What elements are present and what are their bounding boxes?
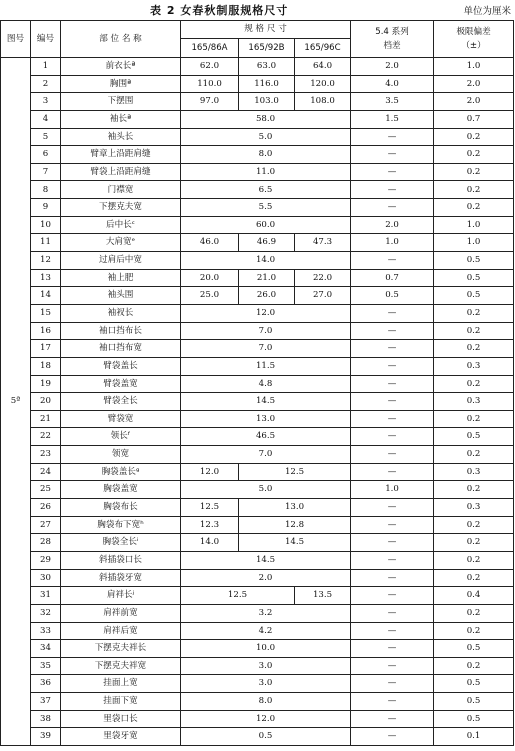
part-name: 斜插袋口长: [61, 551, 181, 569]
tolerance-value: 0.2: [434, 128, 514, 146]
part-name: 领宽: [61, 446, 181, 464]
tolerance-value: 0.2: [434, 604, 514, 622]
tolerance-value: 0.3: [434, 357, 514, 375]
grade-value: —: [351, 604, 434, 622]
size-value: 12.3: [181, 516, 239, 534]
size-value: 8.0: [181, 693, 351, 711]
row-number: 1: [31, 58, 61, 76]
part-name: 胸袋盖宽: [61, 481, 181, 499]
size-value: 11.5: [181, 357, 351, 375]
size-value: 5.0: [181, 481, 351, 499]
row-number: 3: [31, 93, 61, 111]
part-name: 斜插袋牙宽: [61, 569, 181, 587]
row-number: 24: [31, 463, 61, 481]
row-number: 27: [31, 516, 61, 534]
grade-value: —: [351, 199, 434, 217]
size-value: 110.0: [181, 75, 239, 93]
row-number: 4: [31, 110, 61, 128]
size-value: 46.5: [181, 428, 351, 446]
table-row: [1, 269, 514, 287]
table-row: [1, 234, 514, 252]
table-row: [1, 93, 514, 111]
tolerance-value: 0.2: [434, 322, 514, 340]
tolerance-value: 0.1: [434, 728, 514, 746]
table-row: [1, 710, 514, 728]
tolerance-value: 0.2: [434, 446, 514, 464]
grade-value: —: [351, 551, 434, 569]
spec-table: [0, 20, 514, 746]
tolerance-value: 0.2: [434, 551, 514, 569]
tolerance-value: 0.2: [434, 146, 514, 164]
size-value: 11.0: [181, 163, 351, 181]
part-name: 袖长ª: [61, 110, 181, 128]
header-tolerance: 极限偏差 （±）: [434, 21, 514, 58]
table-row: [1, 357, 514, 375]
tolerance-value: 0.2: [434, 181, 514, 199]
tolerance-value: 0.2: [434, 410, 514, 428]
size-value: 2.0: [181, 569, 351, 587]
table-row: [1, 551, 514, 569]
header-size-2: 165/92B: [239, 39, 295, 58]
table-row: [1, 622, 514, 640]
grade-value: 1.5: [351, 110, 434, 128]
part-name: 臂袋盖宽: [61, 375, 181, 393]
part-name: 里袋口长: [61, 710, 181, 728]
table-row: [1, 446, 514, 464]
size-value: 4.8: [181, 375, 351, 393]
grade-value: —: [351, 375, 434, 393]
header-grade: 5.4 系列 档差: [351, 21, 434, 58]
part-name: 下摆克夫袢宽: [61, 657, 181, 675]
size-value: 14.5: [181, 551, 351, 569]
table-row: [1, 199, 514, 217]
grade-value: 1.0: [351, 234, 434, 252]
grade-value: 0.7: [351, 269, 434, 287]
part-name: 挂面上宽: [61, 675, 181, 693]
row-number: 37: [31, 693, 61, 711]
size-value: 116.0: [239, 75, 295, 93]
row-number: 26: [31, 499, 61, 517]
grade-value: —: [351, 622, 434, 640]
part-name: 臂袋宽: [61, 410, 181, 428]
tolerance-value: 0.2: [434, 163, 514, 181]
table-row: [1, 163, 514, 181]
table-row: [1, 287, 514, 305]
grade-value: —: [351, 128, 434, 146]
grade-value: —: [351, 357, 434, 375]
part-name: 下摆克夫袢长: [61, 640, 181, 658]
header-part-name: 部 位 名 称: [61, 21, 181, 58]
size-value: 12.0: [181, 463, 239, 481]
size-value: 3.2: [181, 604, 351, 622]
table-row: [1, 481, 514, 499]
row-number: 31: [31, 587, 61, 605]
row-number: 22: [31, 428, 61, 446]
part-name: 门襟宽: [61, 181, 181, 199]
tolerance-value: 0.5: [434, 710, 514, 728]
tolerance-value: 0.7: [434, 110, 514, 128]
row-number: 19: [31, 375, 61, 393]
part-name: 胸袋全长ⁱ: [61, 534, 181, 552]
figure-number: 5ª: [1, 58, 31, 746]
part-name: 袖上肥: [61, 269, 181, 287]
row-number: 11: [31, 234, 61, 252]
tolerance-value: 0.3: [434, 499, 514, 517]
part-name: 下摆围: [61, 93, 181, 111]
row-number: 17: [31, 340, 61, 358]
row-number: 39: [31, 728, 61, 746]
size-value: 27.0: [295, 287, 351, 305]
part-name: 胸袋盖长ᵍ: [61, 463, 181, 481]
row-number: 14: [31, 287, 61, 305]
grade-value: 4.0: [351, 75, 434, 93]
part-name: 胸围ª: [61, 75, 181, 93]
grade-value: —: [351, 657, 434, 675]
part-name: 大肩宽ᵉ: [61, 234, 181, 252]
row-number: 13: [31, 269, 61, 287]
grade-value: —: [351, 304, 434, 322]
grade-value: 2.0: [351, 216, 434, 234]
row-number: 2: [31, 75, 61, 93]
grade-value: —: [351, 463, 434, 481]
tolerance-value: 0.3: [434, 393, 514, 411]
grade-value: —: [351, 640, 434, 658]
grade-value: 2.0: [351, 58, 434, 76]
tolerance-value: 0.2: [434, 304, 514, 322]
header-size-1: 165/86A: [181, 39, 239, 58]
table-row: [1, 322, 514, 340]
row-number: 18: [31, 357, 61, 375]
tolerance-value: 0.2: [434, 657, 514, 675]
size-value: 7.0: [181, 446, 351, 464]
size-value: 14.0: [181, 252, 351, 270]
size-value: 14.5: [239, 534, 351, 552]
size-value: 12.8: [239, 516, 351, 534]
size-value: 14.5: [181, 393, 351, 411]
part-name: 肩袢后宽: [61, 622, 181, 640]
table-row: [1, 728, 514, 746]
size-value: 13.0: [239, 499, 351, 517]
size-value: 12.5: [239, 463, 351, 481]
grade-value: 3.5: [351, 93, 434, 111]
tolerance-value: 0.5: [434, 640, 514, 658]
row-number: 36: [31, 675, 61, 693]
grade-value: —: [351, 428, 434, 446]
grade-value: —: [351, 163, 434, 181]
size-value: 5.0: [181, 128, 351, 146]
table-row: [1, 110, 514, 128]
table-row: [1, 693, 514, 711]
tolerance-value: 0.2: [434, 340, 514, 358]
size-value: 46.0: [181, 234, 239, 252]
table-row: [1, 181, 514, 199]
tolerance-value: 0.2: [434, 375, 514, 393]
size-value: 63.0: [239, 58, 295, 76]
size-value: 108.0: [295, 93, 351, 111]
tolerance-value: 0.2: [434, 516, 514, 534]
table-row: [1, 393, 514, 411]
size-value: 0.5: [181, 728, 351, 746]
table-row: [1, 640, 514, 658]
size-value: 25.0: [181, 287, 239, 305]
part-name: 肩袢长ʲ: [61, 587, 181, 605]
table-row: [1, 410, 514, 428]
tolerance-value: 0.5: [434, 269, 514, 287]
grade-value: —: [351, 146, 434, 164]
grade-value: 0.5: [351, 287, 434, 305]
tolerance-value: 0.2: [434, 199, 514, 217]
part-name: 臂袋全长: [61, 393, 181, 411]
table-row: [1, 604, 514, 622]
table-row: [1, 428, 514, 446]
size-value: 10.0: [181, 640, 351, 658]
grade-value: —: [351, 587, 434, 605]
grade-value: —: [351, 516, 434, 534]
size-value: 20.0: [181, 269, 239, 287]
part-name: 过肩后中宽: [61, 252, 181, 270]
part-name: 臂袋盖长: [61, 357, 181, 375]
part-name: 前衣长ª: [61, 58, 181, 76]
table-row: [1, 216, 514, 234]
grade-value: 1.0: [351, 481, 434, 499]
tolerance-value: 1.0: [434, 216, 514, 234]
grade-value: —: [351, 446, 434, 464]
part-name: 胸袋布下宽ʰ: [61, 516, 181, 534]
row-number: 34: [31, 640, 61, 658]
size-value: 5.5: [181, 199, 351, 217]
table-row: [1, 252, 514, 270]
tolerance-value: 0.5: [434, 675, 514, 693]
size-value: 12.5: [181, 587, 295, 605]
part-name: 下摆克夫宽: [61, 199, 181, 217]
tolerance-value: 0.2: [434, 622, 514, 640]
table-row: [1, 128, 514, 146]
unit-note: 单位为厘米: [463, 6, 511, 17]
size-value: 13.0: [181, 410, 351, 428]
row-number: 25: [31, 481, 61, 499]
row-number: 38: [31, 710, 61, 728]
size-value: 7.0: [181, 322, 351, 340]
row-number: 7: [31, 163, 61, 181]
part-name: 臂章上沿距肩缝: [61, 146, 181, 164]
tolerance-value: 2.0: [434, 75, 514, 93]
table-row: [1, 340, 514, 358]
size-value: 12.0: [181, 304, 351, 322]
size-value: 21.0: [239, 269, 295, 287]
size-value: 103.0: [239, 93, 295, 111]
row-number: 23: [31, 446, 61, 464]
size-value: 64.0: [295, 58, 351, 76]
row-number: 28: [31, 534, 61, 552]
header-spec: 规 格 尺 寸: [181, 21, 351, 39]
tolerance-value: 0.2: [434, 569, 514, 587]
grade-value: —: [351, 393, 434, 411]
tolerance-value: 0.3: [434, 463, 514, 481]
tolerance-value: 0.5: [434, 287, 514, 305]
size-value: 12.5: [181, 499, 239, 517]
row-number: 8: [31, 181, 61, 199]
tolerance-value: 0.2: [434, 481, 514, 499]
table-row: [1, 516, 514, 534]
grade-value: —: [351, 499, 434, 517]
size-value: 8.0: [181, 146, 351, 164]
tolerance-value: 0.5: [434, 252, 514, 270]
part-name: 袖口挡布宽: [61, 340, 181, 358]
row-number: 33: [31, 622, 61, 640]
table-row: [1, 75, 514, 93]
grade-value: —: [351, 410, 434, 428]
part-name: 领长ᶠ: [61, 428, 181, 446]
table-row: [1, 534, 514, 552]
row-number: 10: [31, 216, 61, 234]
part-name: 袖头长: [61, 128, 181, 146]
size-value: 3.0: [181, 675, 351, 693]
table-row: [1, 463, 514, 481]
table-row: [1, 657, 514, 675]
grade-value: —: [351, 728, 434, 746]
grade-value: —: [351, 340, 434, 358]
tolerance-value: 0.4: [434, 587, 514, 605]
row-number: 32: [31, 604, 61, 622]
grade-value: —: [351, 181, 434, 199]
size-value: 47.3: [295, 234, 351, 252]
row-number: 35: [31, 657, 61, 675]
tolerance-value: 0.5: [434, 428, 514, 446]
part-name: 肩袢前宽: [61, 604, 181, 622]
size-value: 13.5: [295, 587, 351, 605]
row-number: 12: [31, 252, 61, 270]
grade-value: —: [351, 675, 434, 693]
header-fig-no: 图号: [1, 21, 31, 58]
row-number: 29: [31, 551, 61, 569]
grade-value: —: [351, 693, 434, 711]
size-value: 4.2: [181, 622, 351, 640]
part-name: 袖头围: [61, 287, 181, 305]
part-name: 袖衩长: [61, 304, 181, 322]
row-number: 6: [31, 146, 61, 164]
grade-value: —: [351, 710, 434, 728]
row-number: 15: [31, 304, 61, 322]
table-row: [1, 304, 514, 322]
row-number: 16: [31, 322, 61, 340]
row-number: 30: [31, 569, 61, 587]
tolerance-value: 1.0: [434, 234, 514, 252]
size-value: 3.0: [181, 657, 351, 675]
size-value: 97.0: [181, 93, 239, 111]
part-name: 臂袋上沿距肩缝: [61, 163, 181, 181]
size-value: 12.0: [181, 710, 351, 728]
size-value: 22.0: [295, 269, 351, 287]
tolerance-value: 0.5: [434, 693, 514, 711]
part-name: 胸袋布长: [61, 499, 181, 517]
tolerance-value: 0.2: [434, 534, 514, 552]
grade-value: —: [351, 534, 434, 552]
tolerance-value: 1.0: [434, 58, 514, 76]
table-caption: [0, 0, 515, 18]
size-value: 120.0: [295, 75, 351, 93]
size-value: 14.0: [181, 534, 239, 552]
row-number: 20: [31, 393, 61, 411]
grade-value: —: [351, 322, 434, 340]
size-value: 58.0: [181, 110, 351, 128]
size-value: 7.0: [181, 340, 351, 358]
table-row: [1, 375, 514, 393]
header-size-3: 165/96C: [295, 39, 351, 58]
row-number: 9: [31, 199, 61, 217]
table-row: [1, 675, 514, 693]
tolerance-value: 2.0: [434, 93, 514, 111]
table-row: [1, 58, 514, 76]
part-name: 后中长ᶜ: [61, 216, 181, 234]
table-title: 表 2 女春秋制服规格尺寸: [150, 4, 289, 17]
part-name: 挂面下宽: [61, 693, 181, 711]
size-value: 60.0: [181, 216, 351, 234]
row-number: 5: [31, 128, 61, 146]
row-number: 21: [31, 410, 61, 428]
table-row: [1, 146, 514, 164]
size-value: 26.0: [239, 287, 295, 305]
table-row: [1, 569, 514, 587]
size-value: 62.0: [181, 58, 239, 76]
size-value: 46.9: [239, 234, 295, 252]
grade-value: —: [351, 569, 434, 587]
part-name: 里袋牙宽: [61, 728, 181, 746]
table-row: [1, 499, 514, 517]
grade-value: —: [351, 252, 434, 270]
size-value: 6.5: [181, 181, 351, 199]
table-row: [1, 587, 514, 605]
part-name: 袖口挡布长: [61, 322, 181, 340]
header-row-no: 编号: [31, 21, 61, 58]
